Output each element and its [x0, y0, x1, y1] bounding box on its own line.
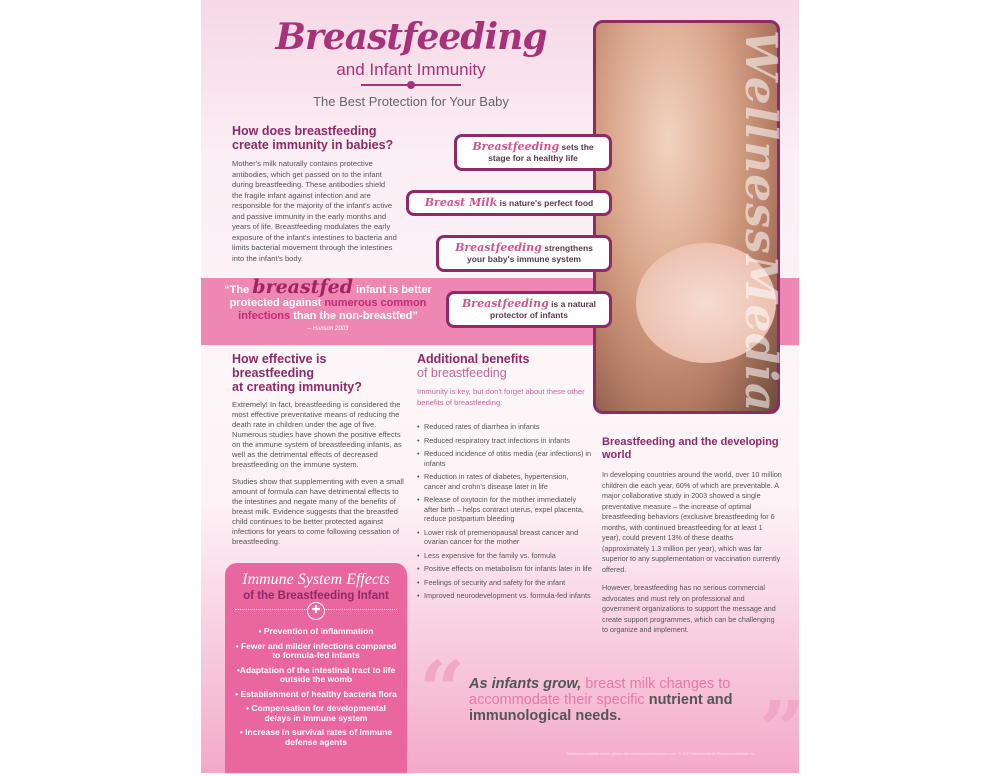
footer-note: References available online, please visit wellnessmediaresources.com • © 2013 Wellness Media Resources Materials Inc.: [566, 752, 756, 756]
callout-text: is nature's perfect food: [497, 198, 594, 208]
benefit-item: • Release of oxytocin for the mother immediately after birth – helps contract uterus, expel placenta, reduce postpartum bleeding: [417, 495, 592, 524]
section-heading: Breastfeeding and the developing world: [602, 436, 779, 461]
callout-script: Breastfeeding: [455, 241, 542, 254]
benefit-item: • Improved neurodevelopment vs. formula-fed infants: [417, 591, 592, 601]
benefit-item: • Reduced rates of diarrhea in infants: [417, 422, 592, 432]
benefit-item: • Positive effects on metabolism for infants later in life: [417, 564, 592, 574]
immune-effects-box: [225, 563, 407, 773]
callout-text: sets the stage for a healthy life: [488, 142, 594, 163]
section-body: Extremely! In fact, breastfeeding is considered the most effective preventative means of reducing the death rate in children under the age of five. Numerous studies have shown the positive effects on the immune system of breastfeeding infants, as well as the detrimental effects of decreased breastfeeding on the immune system.: [232, 400, 402, 469]
dotted-divider: [235, 604, 397, 621]
quote-text: infant is better protected against: [229, 284, 432, 309]
pull-quote-text: nutrient and immunological needs.: [469, 692, 733, 724]
quote-text: than the non-breastfed”: [290, 310, 418, 322]
section-additional-benefits: [417, 352, 592, 605]
quote-script: breastfed: [252, 276, 353, 298]
immune-title: Immune System Effects: [242, 571, 390, 588]
callout-script: Breastfeeding: [472, 140, 560, 153]
section-how-does: [232, 124, 397, 264]
immune-item: •Adaptation of the intestinal tract to life outside the womb: [236, 664, 396, 684]
close-quote-icon: ”: [759, 683, 806, 777]
section-heading: How effective is breastfeeding: [232, 352, 327, 380]
quote-highlight: numerous common infections: [238, 297, 427, 322]
benefit-item: • Reduction in rates of diabetes, hypertension, cancer and crohn's disease later in life: [417, 472, 592, 491]
immune-item: • Fewer and milder infections compared to formula-fed infants: [235, 640, 397, 660]
poster-title: Breastfeeding: [275, 16, 547, 58]
section-intro: Immunity is key, but don't forget about these other benefits of breastfeeding:: [417, 387, 585, 407]
callout-3: [436, 235, 612, 272]
pull-quote: [469, 676, 754, 724]
section-effective: [232, 352, 410, 547]
callout-text: strengthens your baby's immune system: [467, 243, 593, 264]
callout-1: [454, 134, 612, 171]
hanson-quote: [223, 276, 433, 333]
benefit-item: • Lower risk of premenopausal breast cancer and ovarian cancer for the mother: [417, 528, 592, 547]
pull-quote-highlight: breast milk changes to accommodate their specific: [469, 676, 731, 708]
open-quote-icon: “: [419, 643, 466, 737]
benefit-item: • Feelings of security and safety for the infant: [417, 578, 592, 588]
section-body: However, breastfeeding has no serious commercial advocates and must rely on professional and government organizations to support the message and create support programmes, which can be challenging to organize and implement.: [602, 583, 776, 634]
section-heading: How does breastfeeding create immunity in babies?: [232, 124, 394, 152]
baby-image: [636, 243, 776, 363]
immune-list: [225, 627, 407, 747]
pull-quote-text: As infants grow,: [469, 676, 586, 692]
benefit-item: • Reduced respiratory tract infections in infants: [417, 436, 592, 446]
immune-item: • Establishment of healthy bacteria flora: [235, 688, 397, 699]
section-body: Mother's milk naturally contains protective antibodies, which get passed on to the infant during breastfeeding. These antibodies shield the fragile infant against infection and are responsible for the majority of the infant's active and passive immunity in the early months and years of life. Breastfeeding modulates the early exposure of the infant's intestines to bacteria and limits bacterial movement through the intestines into the infant's body.: [232, 159, 397, 263]
immune-item: • Increase in survival rates of immune defense agents: [239, 727, 393, 747]
immune-item: • Prevention of inflammation: [258, 626, 374, 636]
callout-4: [446, 291, 612, 328]
benefit-item: • Reduced incidence of otitis media (ear infections) in infants: [417, 449, 592, 468]
benefits-list: [417, 422, 592, 601]
poster: [201, 0, 806, 777]
callout-script: Breast Milk: [424, 196, 498, 209]
section-developing-world: [602, 436, 782, 636]
section-heading: Additional benefits: [417, 352, 530, 366]
immune-subtitle: of the Breastfeeding Infant: [243, 590, 389, 602]
callout-text: is a natural protector of infants: [490, 299, 597, 320]
callout-2: [406, 190, 612, 216]
benefit-item: • Less expensive for the family vs. formula: [417, 551, 592, 561]
section-body: Studies show that supplementing with even a small amount of formula can have detrimental effects to the intestines and negate many of the benefits of breast milk. Evidence suggests that the breastfed child continues to be better protected against infections for years to come following cessation of breastfeeding.: [232, 477, 404, 546]
immune-item: • Compensation for developmental delays in immune system: [246, 703, 386, 723]
section-heading: at creating immunity?: [232, 380, 362, 394]
watermark: WellnessMedia: [735, 30, 786, 413]
section-body: In developing countries around the world, over 10 million children die each year, 60% of which are preventable. A major collaborative study in 2003 showed a single preventative measure – the increase of optimal breastfeeding behaviors (exclusive breastfeeding for 6 months, with continued breastfeeding for at least 1 year), could prevent 13% of these deaths (approximately 1.3 million per year), which was far superior to any supplementation or vaccination currently offered.: [602, 470, 782, 574]
quote-text: “The: [224, 284, 253, 296]
section-heading: of breastfeeding: [417, 366, 507, 380]
mother-baby-photo: [593, 20, 780, 414]
tagline: The Best Protection for Your Baby: [313, 94, 509, 109]
callout-script: Breastfeeding: [461, 297, 549, 310]
cross-ornament-icon: ✚: [307, 602, 325, 620]
poster-subtitle: and Infant Immunity: [336, 60, 486, 79]
quote-citation: – Hanson 2003: [307, 326, 349, 332]
ornament-divider: [361, 84, 461, 86]
